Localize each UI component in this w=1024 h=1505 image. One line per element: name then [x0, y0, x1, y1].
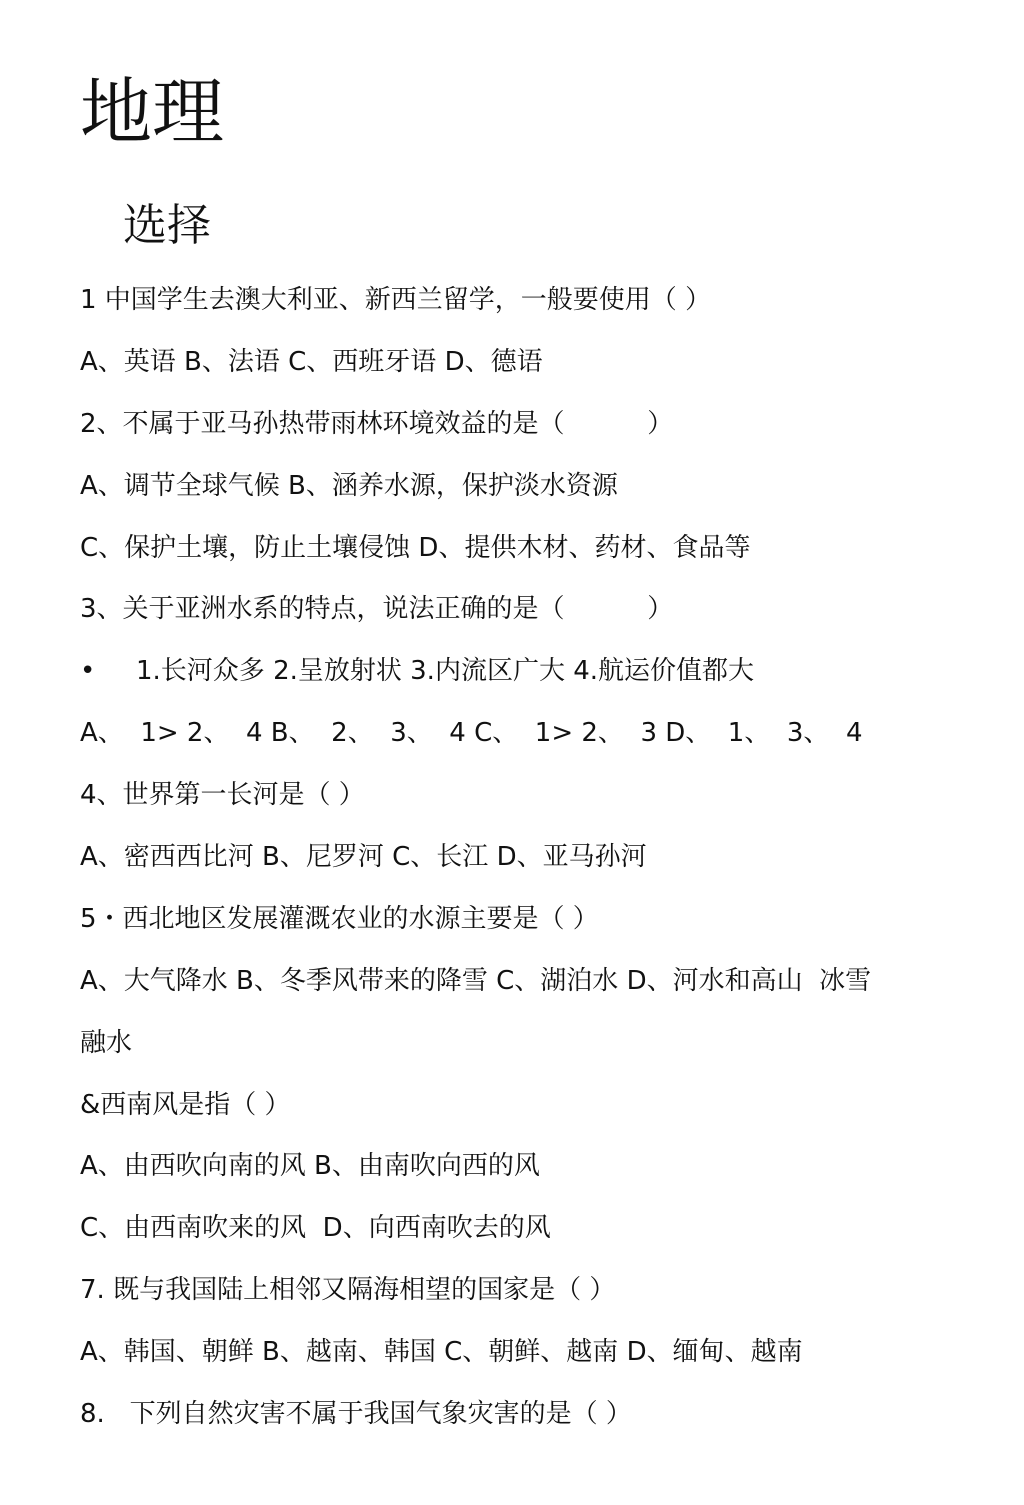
- question-2-options-cd: C、保护土壤，防止土壤侵蚀 D、提供木材、药材、食品等: [80, 532, 751, 563]
- question-3-options: A、 1> 2、 4 B、 2、 3、 4 C、 1> 2、 3 D、 1、 3、 4: [80, 718, 863, 749]
- question-2-text: 2、不属于亚马孙热带雨林环境效益的是（ ）: [80, 408, 674, 439]
- question-list: [80, 270, 960, 1446]
- question-4-text: 4、世界第一长河是（ ）: [80, 780, 365, 811]
- question-5-options-continued: 融水: [80, 1027, 133, 1058]
- question-1-options: A、英语 B、法语 C、西班牙语 D、德语: [80, 346, 543, 377]
- question-3-text: 3、关于亚洲水系的特点，说法正确的是（ ）: [80, 594, 674, 625]
- page-title: 地理: [80, 70, 225, 154]
- question-1-text: 1 中国学生去澳大利亚、新西兰留学，一般要使用（ ）: [80, 285, 712, 315]
- question-5-text: 5・西北地区发展灌溉农业的水源主要是（ ）: [80, 903, 599, 934]
- section-title: 选择: [123, 200, 211, 251]
- question-6-text: &西南风是指（ ）: [80, 1089, 291, 1120]
- question-5-options: A、大气降水 B、冬季风带来的降雪 C、湖泊水 D、河水和高山 冰雪: [80, 965, 872, 996]
- question-6-options-ab: A、由西吹向南的风 B、由南吹向西的风: [80, 1151, 540, 1182]
- question-2-options-ab: A、调节全球气候 B、涵养水源，保护淡水资源: [80, 470, 618, 501]
- question-7-text: 7. 既与我国陆上相邻又隔海相望的国家是（ ）: [80, 1275, 616, 1306]
- question-4-options: A、密西西比河 B、尼罗河 C、长江 D、亚马孙河: [80, 842, 647, 873]
- question-3-statements: • 1.长河众多 2.呈放射状 3.内流区广大 4.航运价值都大: [80, 641, 960, 703]
- question-7-options: A、韩国、朝鲜 B、越南、韩国 C、朝鲜、越南 D、缅甸、越南: [80, 1337, 803, 1368]
- question-8-text: 8. 下列自然灾害不属于我国气象灾害的是（ ）: [80, 1399, 632, 1430]
- question-6-options-cd: C、由西南吹来的风 D、向西南吹去的风: [80, 1213, 551, 1244]
